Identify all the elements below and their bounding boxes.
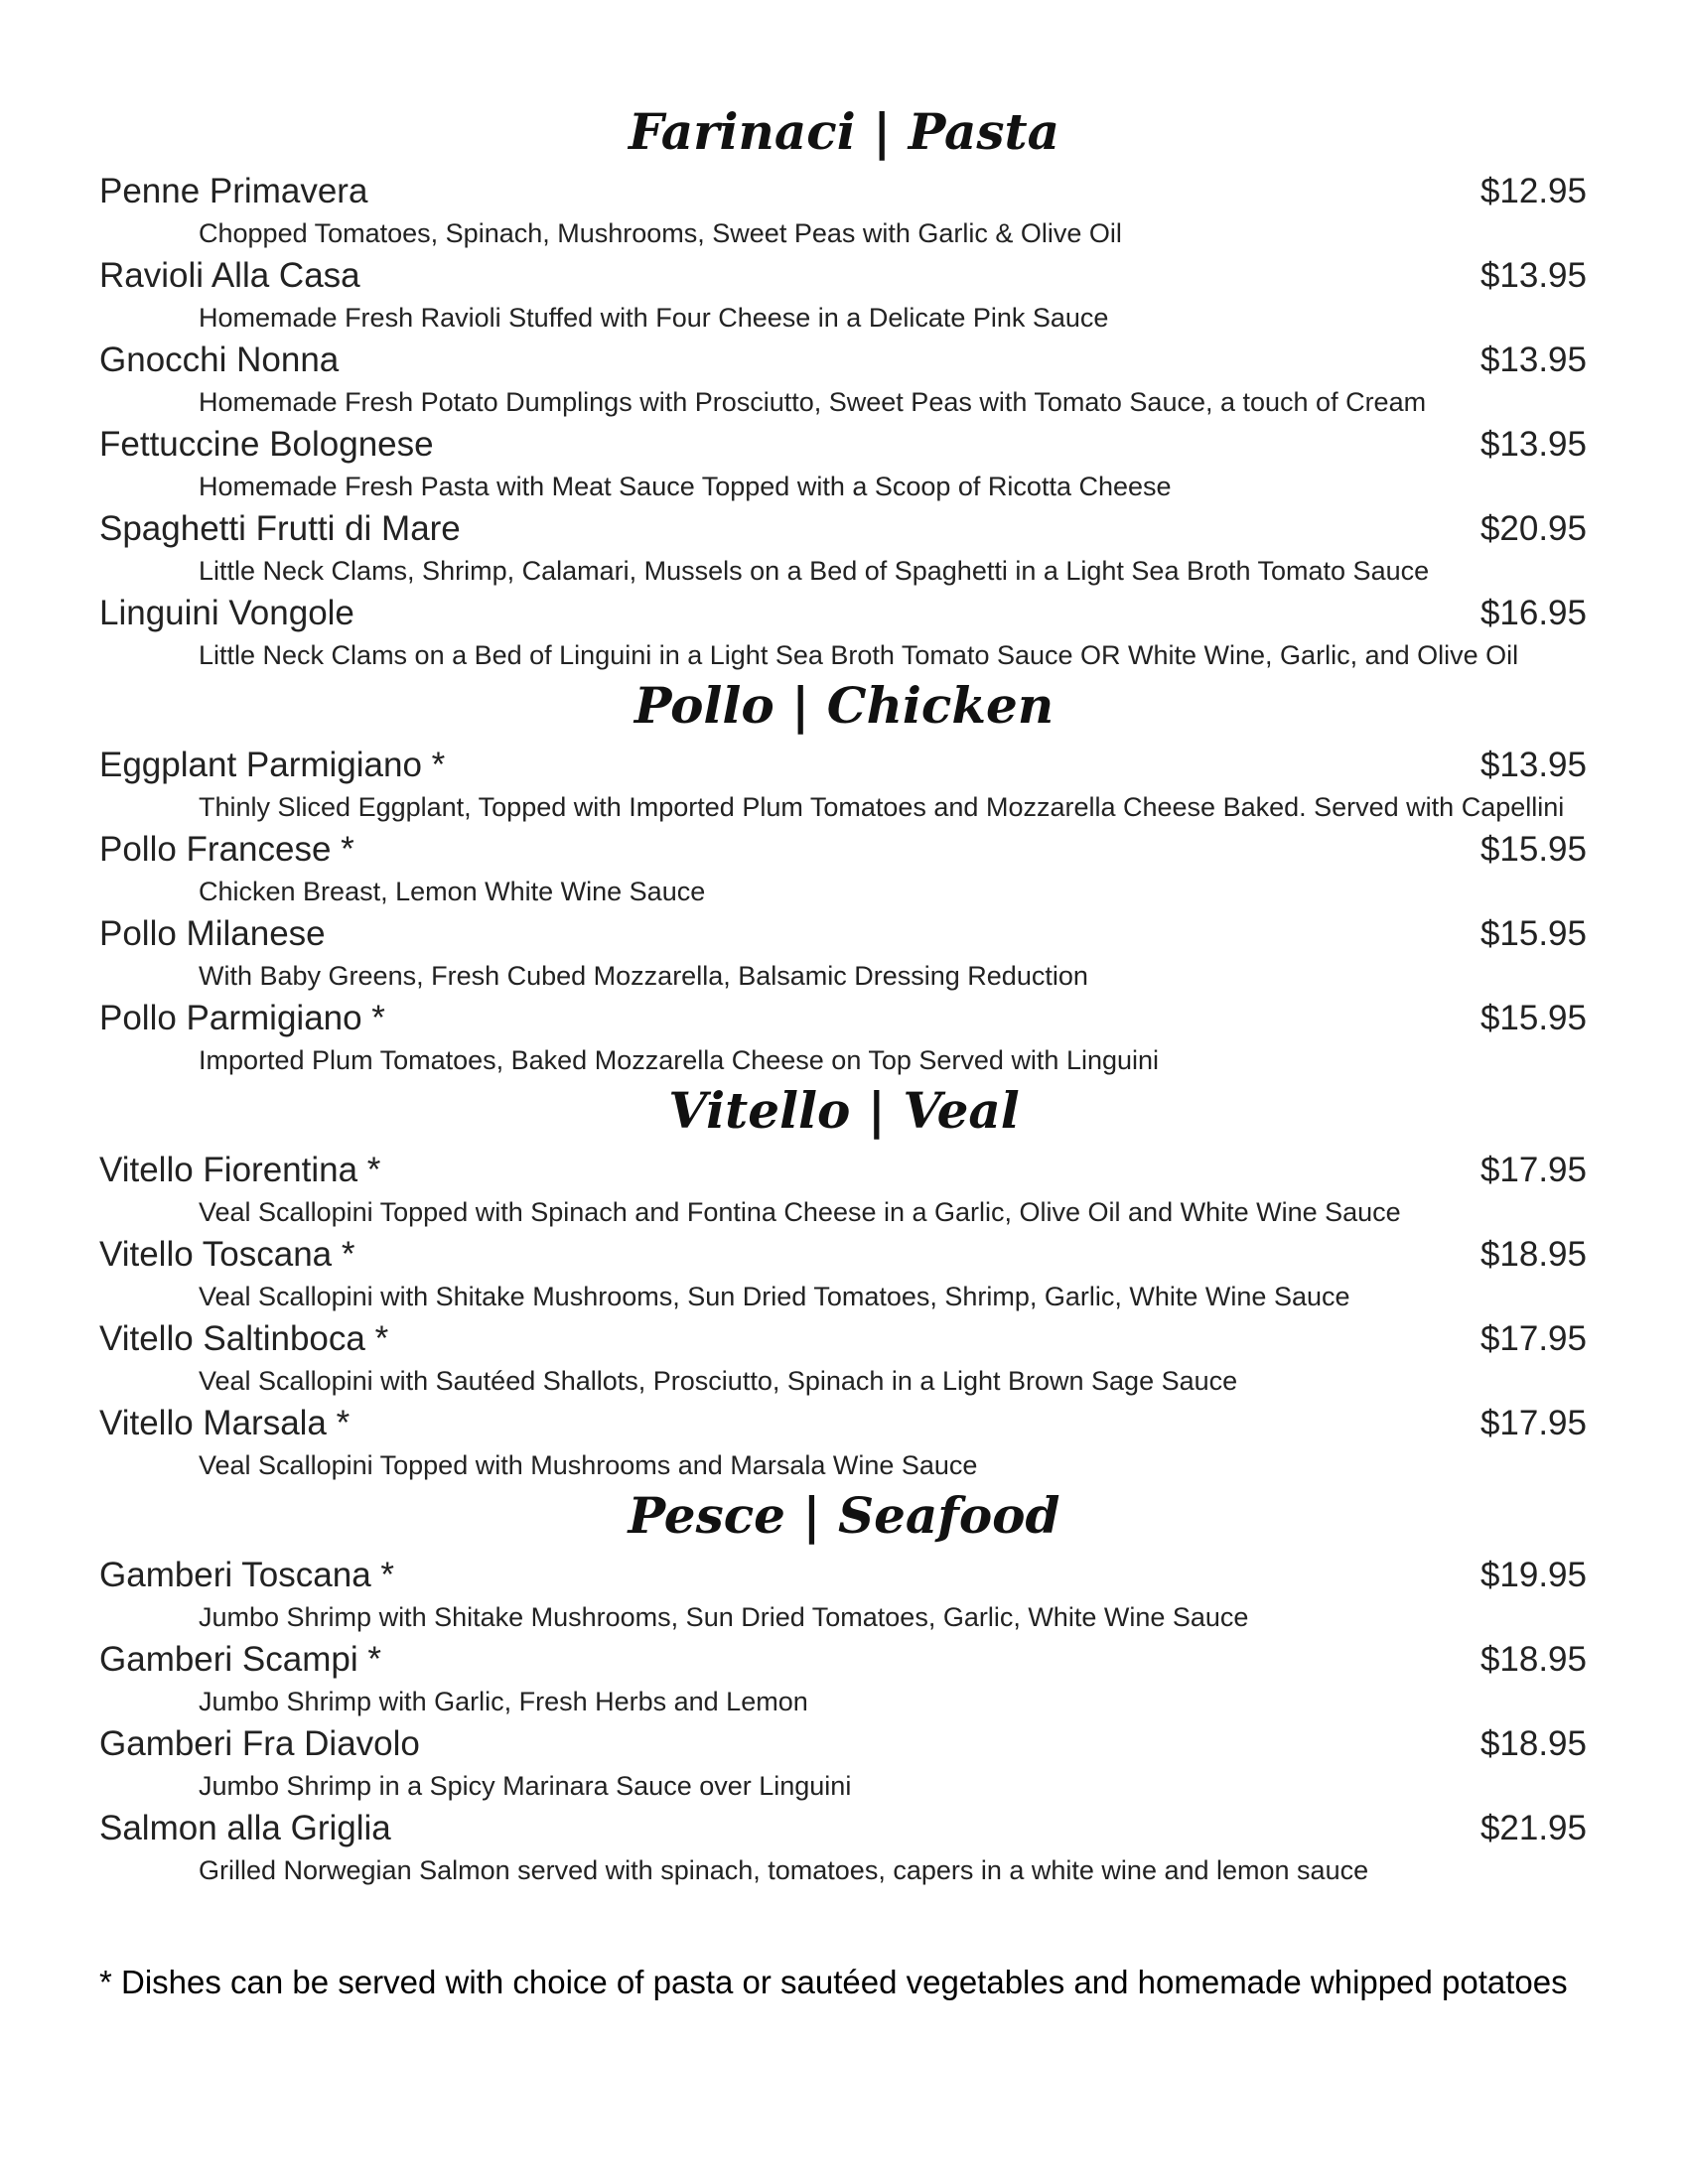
item-name: Gamberi Fra Diavolo xyxy=(99,1724,420,1763)
item-name: Gamberi Scampi * xyxy=(99,1640,381,1679)
menu-item xyxy=(99,741,1589,825)
section-seafood xyxy=(99,1483,1589,1888)
item-name: Gamberi Toscana * xyxy=(99,1556,395,1594)
footnote: * Dishes can be served with choice of pasta or sautéed vegetables and homemade whipped potatoes xyxy=(99,1964,1568,2000)
item-description: Homemade Fresh Potato Dumplings with Prosciutto, Sweet Peas with Tomato Sauce, a touch of Cream xyxy=(199,387,1427,417)
item-description: Veal Scallopini with Shitake Mushrooms, Sun Dried Tomatoes, Shrimp, Garlic, White Wine Sauce xyxy=(199,1282,1350,1311)
item-name: Fettuccine Bolognese xyxy=(99,425,434,464)
item-price: $13.95 xyxy=(1479,425,1587,464)
item-name: Penne Primavera xyxy=(99,172,368,210)
item-description: Homemade Fresh Ravioli Stuffed with Four Cheese in a Delicate Pink Sauce xyxy=(199,303,1109,333)
menu-item xyxy=(99,1551,1589,1635)
item-name: Vitello Toscana * xyxy=(99,1235,355,1274)
item-name: Eggplant Parmigiano * xyxy=(99,746,446,784)
item-description: Veal Scallopini with Sautéed Shallots, Prosciutto, Spinach in a Light Brown Sage Sauce xyxy=(199,1366,1238,1396)
item-name: Vitello Fiorentina * xyxy=(99,1151,381,1189)
item-description: Thinly Sliced Eggplant, Topped with Imported Plum Tomatoes and Mozzarella Cheese Baked. Served with Capellini xyxy=(199,792,1565,822)
item-name: Pollo Francese * xyxy=(99,830,354,869)
menu-item xyxy=(99,1399,1589,1483)
item-description: Jumbo Shrimp with Shitake Mushrooms, Sun Dried Tomatoes, Garlic, White Wine Sauce xyxy=(199,1602,1249,1632)
section-chicken xyxy=(99,673,1589,1078)
item-name: Pollo Parmigiano * xyxy=(99,999,385,1037)
item-price: $16.95 xyxy=(1479,594,1587,632)
section-title: Pesce | Seafood xyxy=(628,1486,1060,1545)
menu-item xyxy=(99,336,1589,420)
menu-item xyxy=(99,251,1589,336)
item-price: $19.95 xyxy=(1479,1556,1587,1594)
menu-item xyxy=(99,1719,1589,1804)
item-description: Chicken Breast, Lemon White Wine Sauce xyxy=(199,877,706,906)
menu-item xyxy=(99,167,1589,251)
item-description: Jumbo Shrimp in a Spicy Marinara Sauce over Linguini xyxy=(199,1771,852,1801)
item-price: $17.95 xyxy=(1479,1404,1587,1442)
item-price: $17.95 xyxy=(1479,1151,1587,1189)
item-description: Little Neck Clams on a Bed of Linguini in a Light Sea Broth Tomato Sauce OR White Wine, Garlic, and Olive Oil xyxy=(199,640,1519,670)
item-description: Veal Scallopini Topped with Spinach and Fontina Cheese in a Garlic, Olive Oil and White Wine Sauce xyxy=(199,1197,1401,1227)
item-price: $18.95 xyxy=(1479,1235,1587,1274)
menu-item xyxy=(99,589,1589,673)
item-price: $15.95 xyxy=(1479,999,1587,1037)
menu-item xyxy=(99,1804,1589,1888)
item-name: Spaghetti Frutti di Mare xyxy=(99,509,461,548)
section-pasta xyxy=(99,99,1589,673)
item-price: $15.95 xyxy=(1479,830,1587,869)
menu-item xyxy=(99,994,1589,1078)
item-price: $12.95 xyxy=(1479,172,1587,210)
item-price: $18.95 xyxy=(1479,1640,1587,1679)
menu-item xyxy=(99,504,1589,589)
menu-item xyxy=(99,1635,1589,1719)
menu-item xyxy=(99,1146,1589,1230)
menu-item xyxy=(99,909,1589,994)
item-price: $18.95 xyxy=(1479,1724,1587,1763)
menu-item xyxy=(99,825,1589,909)
section-title: Pollo | Chicken xyxy=(633,676,1055,735)
item-name: Vitello Marsala * xyxy=(99,1404,351,1442)
item-description: Grilled Norwegian Salmon served with spinach, tomatoes, capers in a white wine and lemon sauce xyxy=(199,1855,1369,1885)
item-description: With Baby Greens, Fresh Cubed Mozzarella, Balsamic Dressing Reduction xyxy=(199,961,1088,991)
item-name: Salmon alla Griglia xyxy=(99,1809,391,1847)
menu-item xyxy=(99,1230,1589,1314)
item-description: Jumbo Shrimp with Garlic, Fresh Herbs and Lemon xyxy=(199,1687,808,1716)
item-price: $20.95 xyxy=(1479,509,1587,548)
item-name: Linguini Vongole xyxy=(99,594,354,632)
menu-item xyxy=(99,1314,1589,1399)
menu xyxy=(99,99,1589,1888)
item-description: Veal Scallopini Topped with Mushrooms and Marsala Wine Sauce xyxy=(199,1450,978,1480)
item-price: $21.95 xyxy=(1479,1809,1587,1847)
section-title: Farinaci | Pasta xyxy=(629,102,1059,161)
item-price: $13.95 xyxy=(1479,256,1587,295)
item-name: Vitello Saltinboca * xyxy=(99,1319,389,1358)
item-price: $13.95 xyxy=(1479,746,1587,784)
item-name: Pollo Milanese xyxy=(99,914,326,953)
item-name: Gnocchi Nonna xyxy=(99,341,340,379)
item-description: Little Neck Clams, Shrimp, Calamari, Mussels on a Bed of Spaghetti in a Light Sea Broth Tomato Sauce xyxy=(199,556,1430,586)
item-description: Homemade Fresh Pasta with Meat Sauce Topped with a Scoop of Ricotta Cheese xyxy=(199,472,1172,501)
menu-item xyxy=(99,420,1589,504)
section-veal xyxy=(99,1078,1589,1483)
section-title: Vitello | Veal xyxy=(668,1081,1020,1140)
item-description: Chopped Tomatoes, Spinach, Mushrooms, Sweet Peas with Garlic & Olive Oil xyxy=(199,218,1122,248)
item-description: Imported Plum Tomatoes, Baked Mozzarella Cheese on Top Served with Linguini xyxy=(199,1045,1160,1075)
item-price: $13.95 xyxy=(1479,341,1587,379)
item-name: Ravioli Alla Casa xyxy=(99,256,360,295)
item-price: $17.95 xyxy=(1479,1319,1587,1358)
item-price: $15.95 xyxy=(1479,914,1587,953)
